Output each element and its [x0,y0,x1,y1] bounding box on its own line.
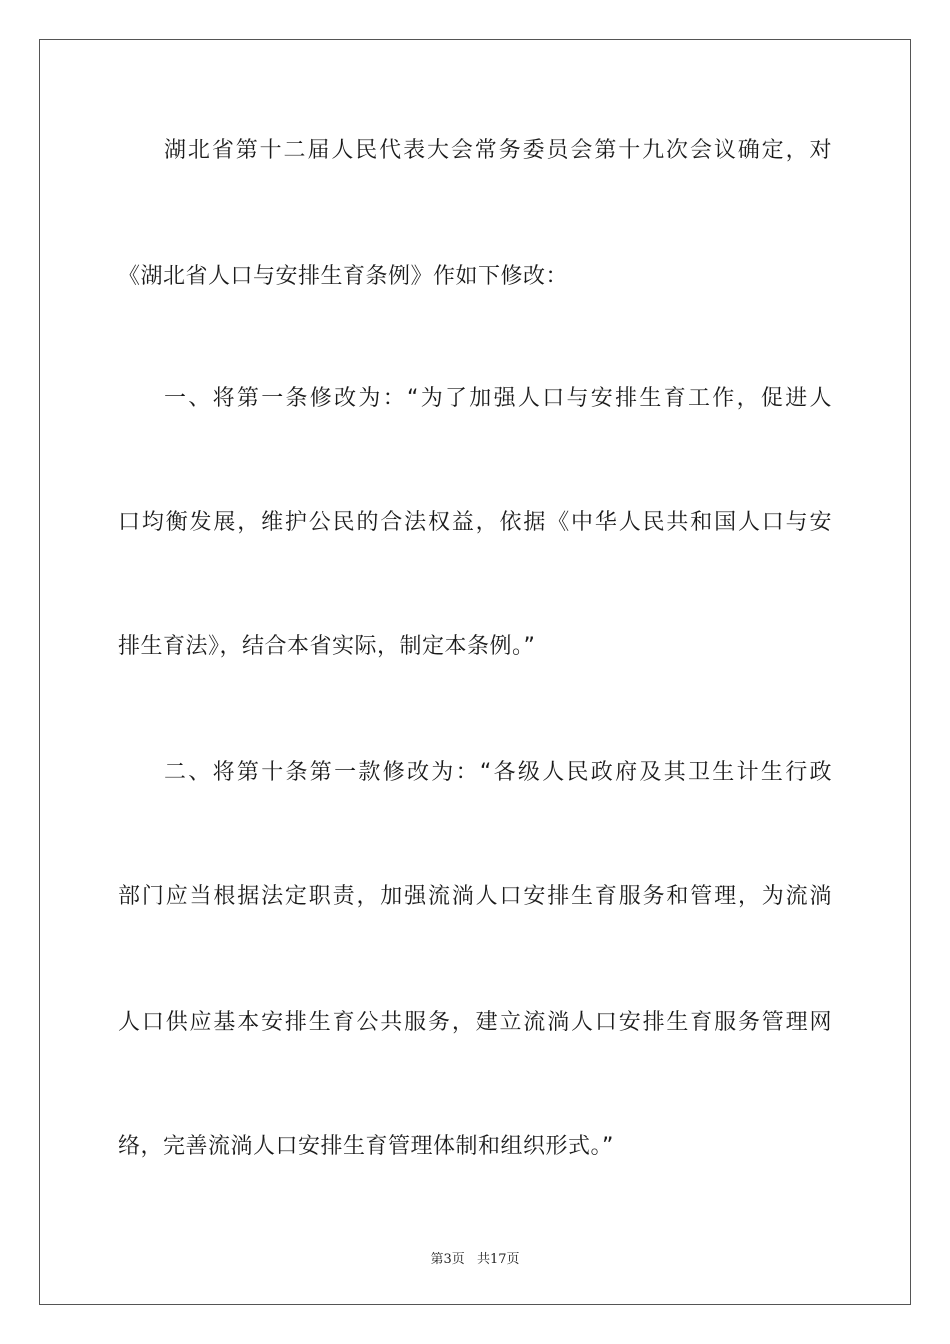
page-footer [0,1248,950,1267]
paragraph-2-line-1: 一、将第一条修改为：“为了加强人口与安排生育工作，促进人 [164,386,832,411]
paragraph-3-line-1: 二、将第十条第一款修改为：“各级人民政府及其卫生计生行政 [164,760,832,785]
page-total: 共17页 [476,1252,520,1267]
paragraph-1-line-1: 湖北省第十二届人民代表大会常务委员会第十九次会议确定，对 [164,138,832,163]
paragraph-2-line-2: 口均衡发展，维护公民的合法权益，依据《中华人民共和国人口与安 [118,510,832,535]
page-number: 第3页 [430,1252,465,1267]
page-frame [39,39,911,1305]
paragraph-3-line-4: 络，完善流淌人口安排生育管理体制和组织形式。” [118,1134,614,1159]
paragraph-1-line-2: 《湖北省人口与安排生育条例》作如下修改： [118,264,569,289]
paragraph-2-line-3: 排生育法》，结合本省实际，制定本条例。” [118,634,536,659]
paragraph-3-line-2: 部门应当根据法定职责，加强流淌人口安排生育服务和管理，为流淌 [118,884,832,909]
paragraph-3-line-3: 人口供应基本安排生育公共服务，建立流淌人口安排生育服务管理网 [118,1010,832,1035]
